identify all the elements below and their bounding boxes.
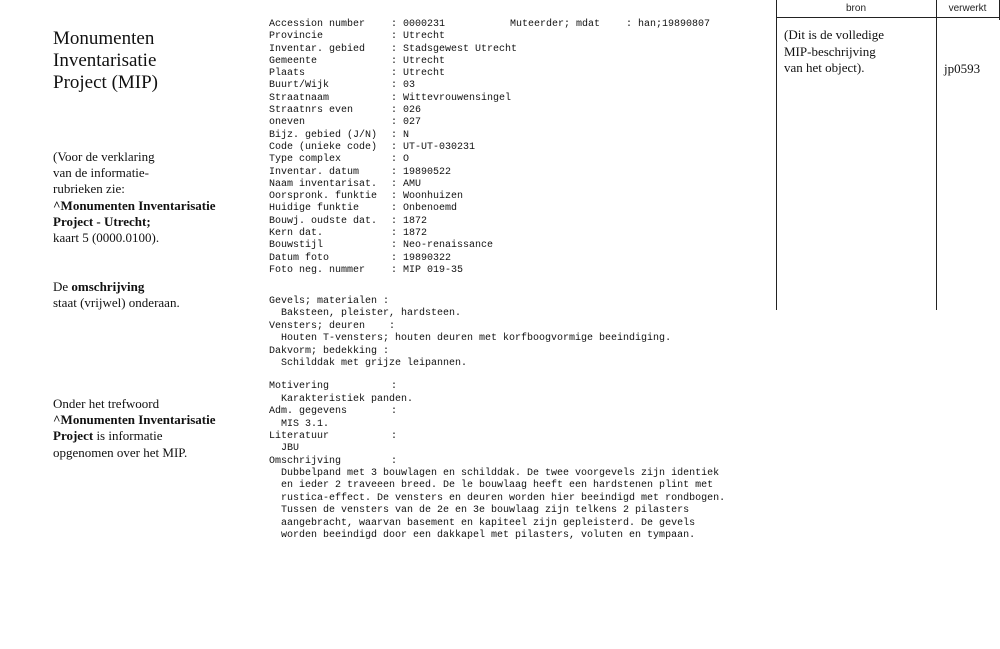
field-label: Naam inventarisat. (269, 178, 378, 190)
description-line: Tussen de vensters van de 2e en 3e bouwlaag zijn telkens 2 pilasters (281, 505, 690, 517)
field-label: Foto neg. nummer (269, 264, 366, 276)
field-value: N (403, 129, 410, 141)
field-row (269, 265, 517, 277)
field-separator: : (391, 68, 398, 80)
note3-line1: Onder het trefwoord (53, 396, 160, 411)
block-label: Literatuur (269, 430, 330, 442)
field-value: Utrecht (403, 55, 446, 67)
bron-line-3: van het object). (784, 60, 865, 75)
field-value: 026 (403, 105, 422, 117)
note1-line5[interactable]: Project - Utrecht; (53, 213, 151, 229)
field-label: Plaats (269, 68, 306, 80)
field-value: 1872 (403, 215, 428, 227)
field-value: 0000231 (403, 19, 446, 30)
field-row (269, 253, 517, 265)
field-value: O (403, 154, 410, 166)
field-row (269, 56, 517, 68)
block-value: MIS 3.1. (281, 418, 330, 430)
note3-line3-bold[interactable]: Project (53, 428, 94, 444)
description-line: rustica-effect. De vensters en deuren worden hier beeindigd met rondbogen. (281, 492, 726, 504)
field-separator: : (391, 191, 398, 203)
field-row (269, 68, 517, 80)
left-column (53, 28, 253, 460)
material-blocks (269, 296, 769, 370)
mutation-value: han;19890807 (638, 19, 711, 30)
block-separator: : (391, 406, 398, 418)
field-row (269, 142, 517, 154)
field-value: Utrecht (403, 68, 446, 80)
field-row (269, 93, 517, 105)
field-row (269, 117, 517, 129)
field-row (269, 80, 517, 92)
field-row (269, 203, 517, 215)
description-separator: : (391, 455, 398, 467)
title-line-3: Project (MIP) (53, 72, 159, 93)
field-value: 03 (403, 80, 416, 92)
field-separator: : (391, 105, 398, 117)
field-label: oneven (269, 117, 306, 129)
field-value: 1872 (403, 228, 428, 240)
note1-line1: (Voor de verklaring (53, 149, 155, 164)
field-separator: : (391, 43, 398, 55)
field-label: Bouwstijl (269, 240, 324, 252)
description-label: Omschrijving (269, 455, 342, 467)
verwerkt-cell: jp0593 (944, 61, 981, 76)
field-separator: : (391, 92, 398, 104)
field-separator: : (391, 240, 398, 252)
field-value: MIP 019-35 (403, 264, 464, 276)
field-value: 027 (403, 117, 422, 129)
note3-line2[interactable]: ^Monumenten Inventarisatie (53, 412, 216, 428)
field-separator: : (391, 178, 398, 190)
note1-line2: van de informatie- (53, 165, 150, 181)
field-row (269, 154, 517, 166)
bron-cell (784, 27, 884, 77)
field-value: Stadsgewest Utrecht (403, 43, 518, 55)
field-separator: : (391, 80, 398, 92)
record-blocks (269, 296, 769, 542)
block-label: Vensters; deuren : (269, 320, 396, 332)
mutation-separator: : (626, 19, 633, 30)
field-label: Datum foto (269, 252, 330, 264)
note1-line3: rubrieken zie: (53, 181, 125, 197)
field-separator: : (391, 264, 398, 276)
keyword-note (53, 396, 215, 461)
record-fields (269, 19, 517, 277)
block-header (269, 431, 769, 443)
bron-line-1: (Dit is de volledige (784, 27, 885, 42)
field-value: Utrecht (403, 31, 446, 43)
field-separator: : (391, 141, 398, 153)
note1-line6: kaart 5 (0000.0100). (53, 230, 160, 246)
field-value: UT-UT-030231 (403, 141, 476, 153)
description-header (269, 456, 769, 468)
field-separator: : (391, 203, 398, 215)
field-label: Type complex (269, 154, 342, 166)
field-label: Bijz. gebied (J/N) (269, 129, 378, 141)
table-header-line (776, 17, 1000, 18)
note2-bold: omschrijving (71, 279, 145, 294)
field-label: Gemeente (269, 55, 318, 67)
block-header (269, 406, 769, 418)
title-line-1: Monumenten (53, 28, 155, 49)
header-verwerkt: verwerkt (948, 3, 987, 14)
field-value: 19890322 (403, 252, 452, 264)
field-label: Accession number (269, 19, 366, 30)
block-value: Baksteen, pleister, hardsteen. (281, 308, 462, 320)
field-separator: : (391, 19, 398, 30)
field-row (269, 228, 517, 240)
note2-prefix: De (53, 279, 72, 294)
field-separator: : (391, 228, 398, 240)
table-border-left (776, 0, 777, 310)
note2-line2: staat (vrijwel) onderaan. (53, 295, 180, 311)
description-line: aangebracht, waarvan basement en kapiteel zijn gepleisterd. De gevels (281, 517, 696, 529)
block-value: Karakteristiek panden. (281, 393, 414, 405)
field-row (269, 130, 517, 142)
field-label: Straatnaam (269, 92, 330, 104)
field-value: Woonhuizen (403, 191, 464, 203)
block-label: Dakvorm; bedekking : (269, 345, 390, 357)
field-value: AMU (403, 178, 422, 190)
block-label: Gevels; materialen : (269, 296, 390, 307)
field-row (269, 240, 517, 252)
field-separator: : (391, 31, 398, 43)
page-title (53, 28, 253, 94)
bron-line-2: MIP-beschrijving (784, 43, 876, 59)
field-separator: : (391, 166, 398, 178)
admin-blocks (269, 381, 769, 455)
field-label: Provincie (269, 31, 324, 43)
field-separator: : (391, 55, 398, 67)
block-value: Schilddak met grijze leipannen. (281, 357, 468, 369)
block-gap (269, 370, 769, 381)
field-label: Huidige funktie (269, 203, 360, 215)
field-row (269, 167, 517, 179)
note3-line4: opgenomen over het MIP. (53, 444, 188, 460)
block-value: JBU (281, 443, 300, 455)
block-label: Motivering (269, 381, 330, 393)
mutation-info (510, 19, 710, 31)
description-line: en ieder 2 traveeen breed. De le bouwlaag heeft een hardstenen plint met (281, 480, 714, 492)
mutation-label: Muteerder; mdat (510, 19, 601, 30)
header-bron: bron (845, 3, 866, 14)
field-row (269, 216, 517, 228)
field-label: Straatnrs even (269, 105, 354, 117)
field-label: Inventar. gebied (269, 43, 366, 55)
description-text (269, 468, 769, 542)
field-separator: : (391, 252, 398, 264)
field-row (269, 105, 517, 117)
block-header (269, 381, 769, 393)
field-row (269, 19, 517, 31)
field-separator: : (391, 117, 398, 129)
field-label: Oorspronk. funktie (269, 191, 378, 203)
field-separator: : (391, 154, 398, 166)
table-border-middle (936, 0, 937, 310)
block-label: Adm. gegevens (269, 406, 348, 418)
field-row (269, 31, 517, 43)
field-label: Kern dat. (269, 228, 324, 240)
field-value: Onbenoemd (403, 203, 458, 215)
note2-line1 (53, 279, 180, 295)
field-label: Buurt/Wijk (269, 80, 330, 92)
field-row (269, 191, 517, 203)
title-line-2: Inventarisatie (53, 50, 157, 71)
note3-line3 (53, 428, 215, 444)
block-value: Houten T-vensters; houten deuren met korfboogvormige beeindiging. (281, 333, 672, 345)
field-separator: : (391, 215, 398, 227)
note3-line3-rest: is informatie (93, 428, 163, 444)
block-separator: : (391, 430, 398, 442)
field-row (269, 179, 517, 191)
field-label: Code (unieke code) (269, 141, 378, 153)
block-separator: : (391, 381, 398, 393)
explanation-note (53, 149, 215, 246)
field-row (269, 44, 517, 56)
description-note (53, 279, 180, 311)
field-label: Inventar. datum (269, 166, 360, 178)
field-value: 19890522 (403, 166, 452, 178)
field-separator: : (391, 129, 398, 141)
note1-line4[interactable]: ^Monumenten Inventarisatie (53, 197, 216, 213)
source-table (776, 0, 1000, 310)
field-value: Wittevrouwensingel (403, 92, 512, 104)
description-line: worden beeindigd door een dakkapel met pilasters, voluten en tympaan. (281, 530, 696, 542)
field-value: Neo-renaissance (403, 240, 494, 252)
description-line: Dubbelpand met 3 bouwlagen en schilddak. De twee voorgevels zijn identiek (281, 468, 720, 480)
field-label: Bouwj. oudste dat. (269, 215, 378, 227)
